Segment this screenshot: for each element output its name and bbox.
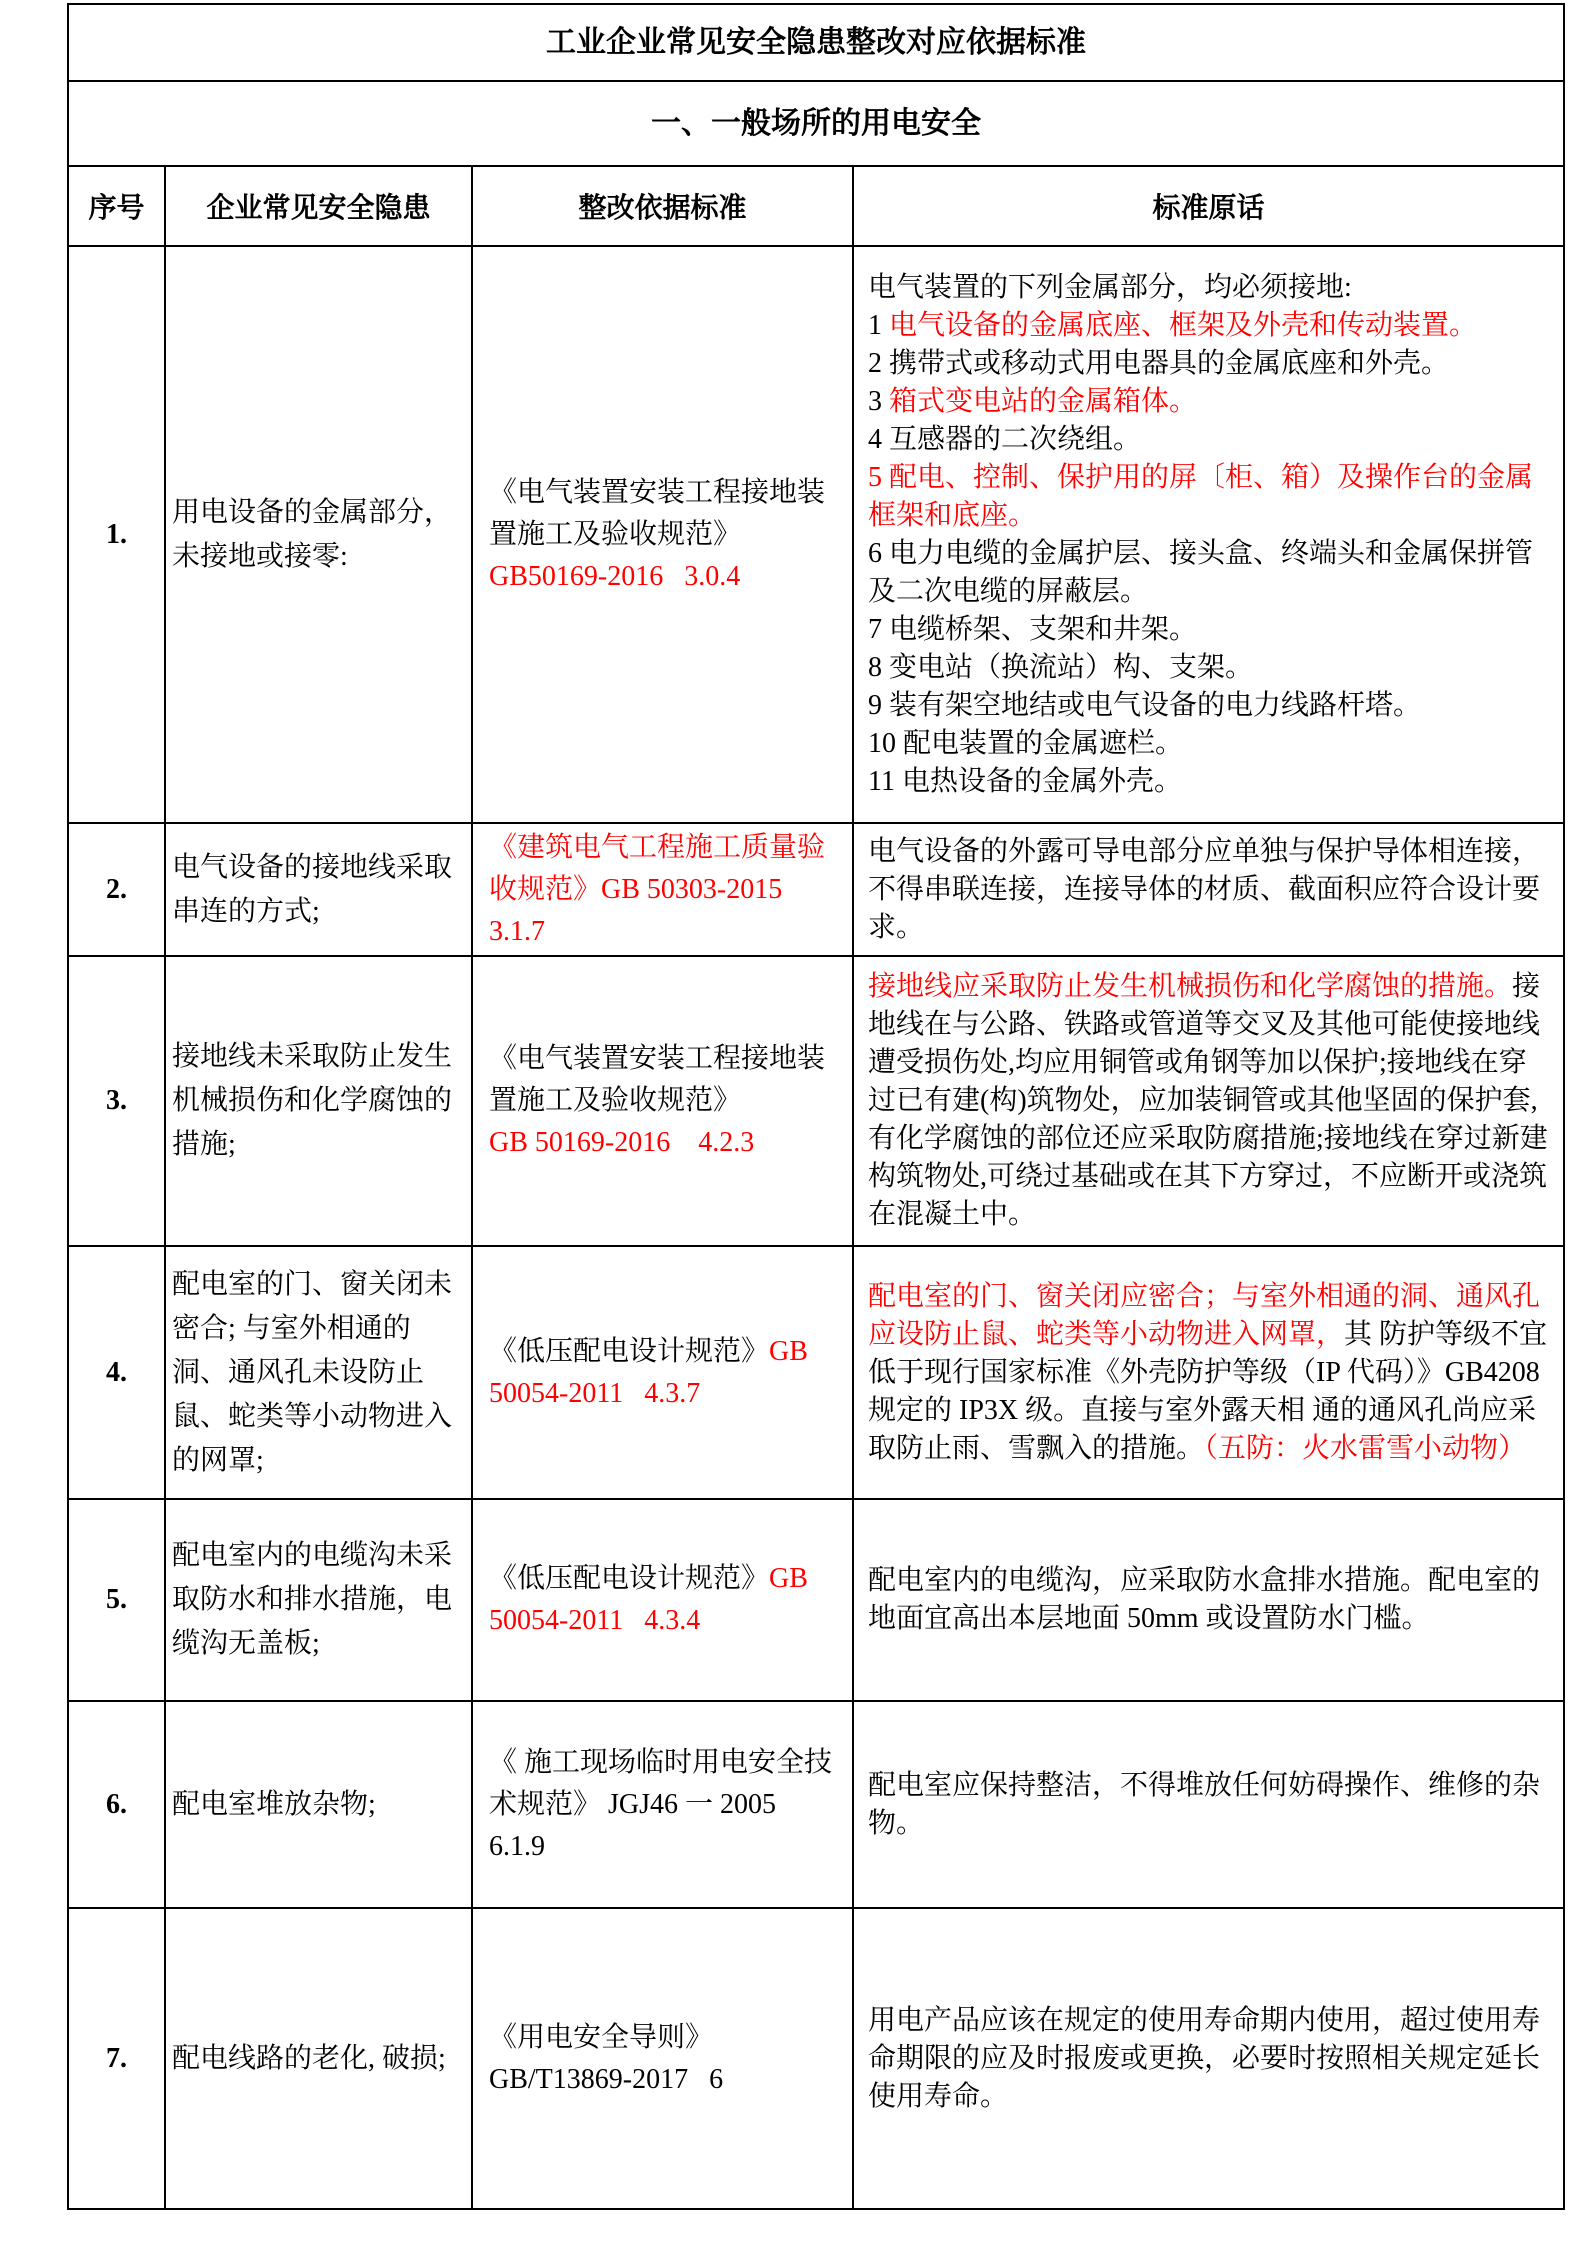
standard-text-cell (853, 1246, 1564, 1499)
text-segment: 接地线应采取防止发生机械损伤和化学腐蚀的措施。 (868, 971, 1513, 1002)
standard-paragraph (868, 1278, 1549, 1468)
table-row (68, 246, 1564, 823)
hazard-cell: 配电室内的电缆沟未采取防水和排水措施，电缆沟无盖板; (165, 1499, 472, 1701)
table-title-row (68, 4, 1564, 81)
standard-paragraph (868, 383, 1549, 421)
text-segment: 7 电缆桥架、支架和井架。 (868, 613, 1198, 645)
basis-paragraph (489, 1558, 836, 1642)
basis-paragraph (489, 1038, 836, 1122)
text-segment: 接地线在与公路、铁路或管道等交叉及其他可能使接地线遭受损伤处,均应用铜管或角钢等加以保护;接地线在穿过已有建(构)筑物处，应加装铜管或其他坚固的保护套,有化学腐蚀的部位还应采取防腐措施;接地线在穿过新建构筑物处,可绕过基础或在其下方穿过，不应断开或浇筑在混凝土中。 (868, 971, 1548, 1230)
text-segment: GB 50054-2011 4.3.4 (489, 1563, 815, 1636)
basis-cell (472, 246, 853, 823)
text-segment: 11 电热设备的金属外壳。 (868, 765, 1182, 797)
text-segment: GB 50054-2011 4.3.7 (489, 1335, 815, 1409)
col-header-basis: 整改依据标准 (472, 166, 853, 246)
text-segment: 5 配电、控制、保护用的屏〔柜、箱）及操作台的金属框架和底座。 (868, 461, 1534, 531)
table-row (68, 1499, 1564, 1701)
basis-cell (472, 823, 853, 956)
text-segment: 电气装置的下列金属部分，均必须接地: (868, 271, 1352, 303)
standard-paragraph (868, 307, 1549, 345)
text-segment: 配电室应保持整洁，不得堆放任何妨碍操作、维修的杂物。 (868, 1769, 1541, 1839)
basis-paragraph (489, 827, 836, 953)
col-header-hazard: 企业常见安全隐患 (165, 166, 472, 246)
text-segment: 6 电力电缆的金属护层、接头盒、终端头和金属保拼管及二次电缆的屏蔽层。 (868, 537, 1534, 607)
text-segment: GB 50169-2016 4.2.3 (489, 1127, 755, 1158)
basis-paragraph (489, 2017, 836, 2101)
hazard-cell: 用电设备的金属部分，未接地或接零: (165, 246, 472, 823)
hazard-cell: 电气设备的接地线采取串连的方式; (165, 823, 472, 956)
basis-paragraph (489, 556, 836, 598)
table-row (68, 823, 1564, 956)
text-segment: 《电气装置安装工程接地装置施工及验收规范》 (489, 476, 826, 550)
standard-paragraph (868, 649, 1549, 687)
standard-text-cell (853, 1701, 1564, 1908)
text-segment: 《用电安全导则》GB/T13869-2017 6 (489, 2021, 724, 2095)
text-segment: 10 配电装置的金属遮栏。 (868, 727, 1184, 759)
text-segment: 用电产品应该在规定的使用寿命期内使用，超过使用寿命期限的应及时报废或更换，必要时按照相关规定延长使用寿命。 (868, 2004, 1541, 2112)
text-segment: 3 (868, 385, 889, 417)
hazard-cell: 配电室堆放杂物; (165, 1701, 472, 1908)
text-segment: 其 防护等级不宜低于现行国家标准《外壳防护等级（IP 代码）》GB4208 规定的 IP3X 级。直接与室外露天相 通的通风孔尚应采取防止雨、雪飘入的措施。 (868, 1318, 1548, 1464)
row-number-cell: 6. (68, 1701, 165, 1908)
table-row (68, 1246, 1564, 1499)
text-segment: 电气设备的金属底座、框架及外壳和传动装置。 (889, 309, 1478, 341)
text-segment: 《低压配电设计规范》 (489, 1563, 770, 1594)
standard-paragraph (868, 459, 1549, 535)
table-row (68, 956, 1564, 1246)
text-segment: 电气设备的外露可导电部分应单独与保护导体相连接，不得串联连接，连接导体的材质、截面积应符合设计要求。 (868, 835, 1541, 943)
basis-cell (472, 956, 853, 1246)
col-header-num: 序号 (68, 166, 165, 246)
text-segment: 8 变电站（换流站）构、支架。 (868, 651, 1254, 683)
text-segment: 《 施工现场临时用电安全技术规范》 JGJ46 一 2005 6.1.9 (489, 1746, 833, 1862)
standard-paragraph (868, 833, 1549, 947)
text-segment: 配电室的门、窗关闭应密合；与室外相通的洞、通风孔应设防止鼠、蛇类等小动物进入网罩， (868, 1280, 1541, 1350)
standard-text-cell (853, 1908, 1564, 2209)
table-row (68, 1701, 1564, 1908)
standard-paragraph (868, 725, 1549, 763)
text-segment: 4 互感器的二次绕组。 (868, 423, 1142, 455)
text-segment: GB50169-2016 3.0.4 (489, 560, 741, 592)
standard-text-cell (853, 246, 1564, 823)
hazard-cell: 配电室的门、窗关闭未密合; 与室外相通的洞、通风孔未设防止鼠、蛇类等小动物进入的网罩; (165, 1246, 472, 1499)
text-segment: 2 携带式或移动式用电器具的金属底座和外壳。 (868, 347, 1450, 379)
standard-paragraph (868, 687, 1549, 725)
standards-table (67, 3, 1565, 2210)
basis-cell (472, 1701, 853, 1908)
text-segment: 配电室内的电缆沟，应采取防水盒排水措施。配电室的地面宜高出本层地面 50mm 或设置防水门槛。 (868, 1565, 1541, 1634)
section-title: 一、一般场所的用电安全 (68, 81, 1564, 166)
standard-paragraph (868, 345, 1549, 383)
text-segment: 1 (868, 309, 889, 341)
basis-cell (472, 1246, 853, 1499)
basis-cell (472, 1908, 853, 2209)
text-segment: 箱式变电站的金属箱体。 (889, 385, 1198, 417)
standard-paragraph (868, 2002, 1549, 2116)
hazard-cell: 配电线路的老化, 破损; (165, 1908, 472, 2209)
standard-paragraph (868, 611, 1549, 649)
row-number-cell: 4. (68, 1246, 165, 1499)
standard-paragraph (868, 535, 1549, 611)
standard-text-cell (853, 823, 1564, 956)
standard-text-cell (853, 1499, 1564, 1701)
basis-paragraph (489, 1331, 836, 1415)
basis-paragraph (489, 472, 836, 556)
table-row (68, 1908, 1564, 2209)
standard-paragraph (868, 269, 1549, 307)
text-segment: 《建筑电气工程施工质量验收规范》GB 50303-2015 3.1.7 (489, 831, 826, 947)
standard-paragraph (868, 1767, 1549, 1843)
basis-paragraph (489, 1742, 836, 1868)
section-row (68, 81, 1564, 166)
row-number-cell: 1. (68, 246, 165, 823)
basis-paragraph (489, 1122, 836, 1164)
standard-paragraph (868, 421, 1549, 459)
row-number-cell: 5. (68, 1499, 165, 1701)
standard-text-cell (853, 956, 1564, 1246)
standard-paragraph (868, 1562, 1549, 1638)
col-header-standard: 标准原话 (853, 166, 1564, 246)
hazard-cell: 接地线未采取防止发生机械损伤和化学腐蚀的措施; (165, 956, 472, 1246)
text-segment: 《电气装置安装工程接地装置施工及验收规范》 (489, 1043, 826, 1116)
row-number-cell: 2. (68, 823, 165, 956)
column-header-row (68, 166, 1564, 246)
text-segment: 9 装有架空地结或电气设备的电力线路杆塔。 (868, 689, 1422, 721)
text-segment: （五防：火水雷雪小动物） (1204, 1432, 1527, 1464)
row-number-cell: 3. (68, 956, 165, 1246)
page-title: 工业企业常见安全隐患整改对应依据标准 (68, 4, 1564, 81)
standard-paragraph (868, 763, 1549, 801)
basis-cell (472, 1499, 853, 1701)
text-segment: 《低压配电设计规范》 (489, 1335, 770, 1367)
row-number-cell: 7. (68, 1908, 165, 2209)
standard-paragraph (868, 968, 1549, 1234)
